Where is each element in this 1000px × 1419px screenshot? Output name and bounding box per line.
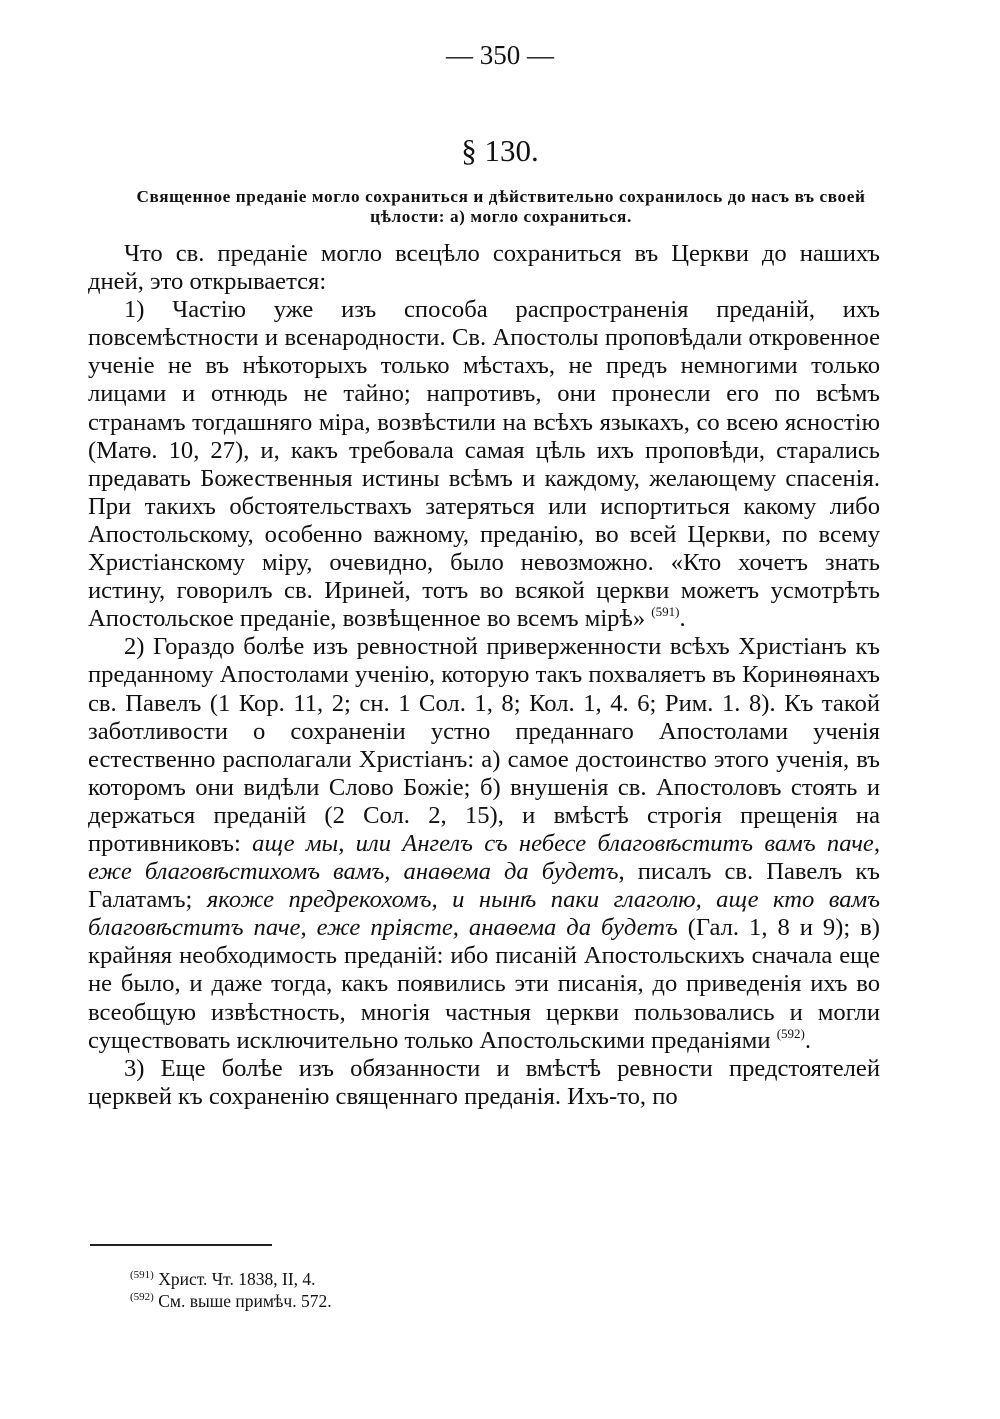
footnote-marker: (591) [130,1269,154,1281]
footnote-text: См. выше примѣч. 572. [158,1291,332,1311]
footnote-marker: (592) [130,1291,154,1303]
paragraph-1-text: 1) Частію уже изъ способа распространенія преданій, ихъ повсемѣстности и всенародности. Св. Апостолы проповѣдали откровенное ученіе не въ нѣкоторыхъ только мѣстахъ, не предъ немногими только лицами и отнюдь не тайно; напротивъ, они пронесли его по всѣмъ странамъ тогдашняго міра, возвѣстили на всѣхъ языкахъ, со всею ясностію (Матѳ. 10, 27), и, какъ требовала самая цѣль ихъ проповѣди, старались предавать Божественныя истины всѣмъ и каждому, желающему спасенія. При такихъ обстоятельствахъ затеряться или испортиться какому либо Апостольскому, особенно важному, преданію, во всей Церкви, по всему Христіанскому міру, очевидно, было невозможно. «Кто хочетъ знать истину, говорилъ св. Ириней, тотъ во всякой церкви можетъ усмотрѣть Апостольское преданіе, возвѣщенное во всемъ мірѣ» [88,296,880,633]
section-heading: Священное преданіе могло сохраниться и дѣйствительно сохранилось до насъ въ своей цѣлости: а) могло сохраниться. [136,187,866,226]
paragraph-2-start: 2) Гораздо болѣе изъ ревностной приверженности всѣхъ Христіанъ къ преданному Апостолами ученію, которую такъ похваляетъ въ Коринѳянахъ св. Павелъ (1 Кор. 11, 2; сн. 1 Сол. 1, 8; Кол. 1, 4. 6; Рим. 1. 8). Къ такой заботливости о сохраненіи устно преданнаго Апостолами ученія естественно располагали Христіанъ: а) самое достоинство этого ученія, въ которомъ они видѣли Слово Божіе; б) внушенія св. Апостоловъ стоять и держаться преданій (2 Сол. 2, 15), и вмѣстѣ строгія прещенія на противниковъ: [88,633,880,857]
paragraph-2-mid: , писалъ св. Павелъ къ Галатамъ; [88,858,880,914]
paragraph-1-end: . [679,605,686,633]
paragraph-2 [88,633,880,1054]
footnote-ref-591: (591) [651,604,680,620]
scripture-quote-1: аще мы, или Ангелъ съ небесе благовѣститъ вамъ паче, еже благовѣстихомъ вамъ, анаѳема да будетъ [88,829,880,886]
scripture-quote-2: якоже предрекохомъ, и нынѣ паки глаголю, аще кто вамъ благовѣститъ паче, еже пріясте, анаѳема да будетъ [88,886,880,942]
page-number: — 350 — [446,40,554,70]
paragraph-3: 3) Еще болѣе изъ обязанности и вмѣстѣ ревности предстоятелей церквей къ сохраненію священнаго преданія. Ихъ-то, по [88,1054,880,1110]
paragraph-intro: Что св. преданіе могло всецѣло сохраниться въ Церкви до нашихъ дней, это открывается: [88,240,880,296]
paragraph-2-end: (Гал. 1, 8 и 9); в) крайняя необходимость преданій: ибо писаній Апостольскихъ сначала еще не было, и даже тогда, какъ появились эти писанія, до приведенія ихъ во всеобщую извѣстность, многія частныя церкви пользовались и могли существовать исключительно только Апостольскими преданіями [88,914,880,1054]
body-text [88,240,880,1111]
footnote-ref-592: (592) [776,1025,805,1041]
paragraph-2-final: . [804,1026,812,1054]
footnote-text: Христ. Чт. 1838, II, 4. [158,1269,316,1289]
footnotes [130,1268,830,1312]
footnote-divider [90,1244,272,1246]
footnote-591 [130,1268,830,1290]
paragraph-1 [88,296,880,633]
footnote-592 [130,1290,830,1312]
section-number: § 130. [461,133,539,168]
